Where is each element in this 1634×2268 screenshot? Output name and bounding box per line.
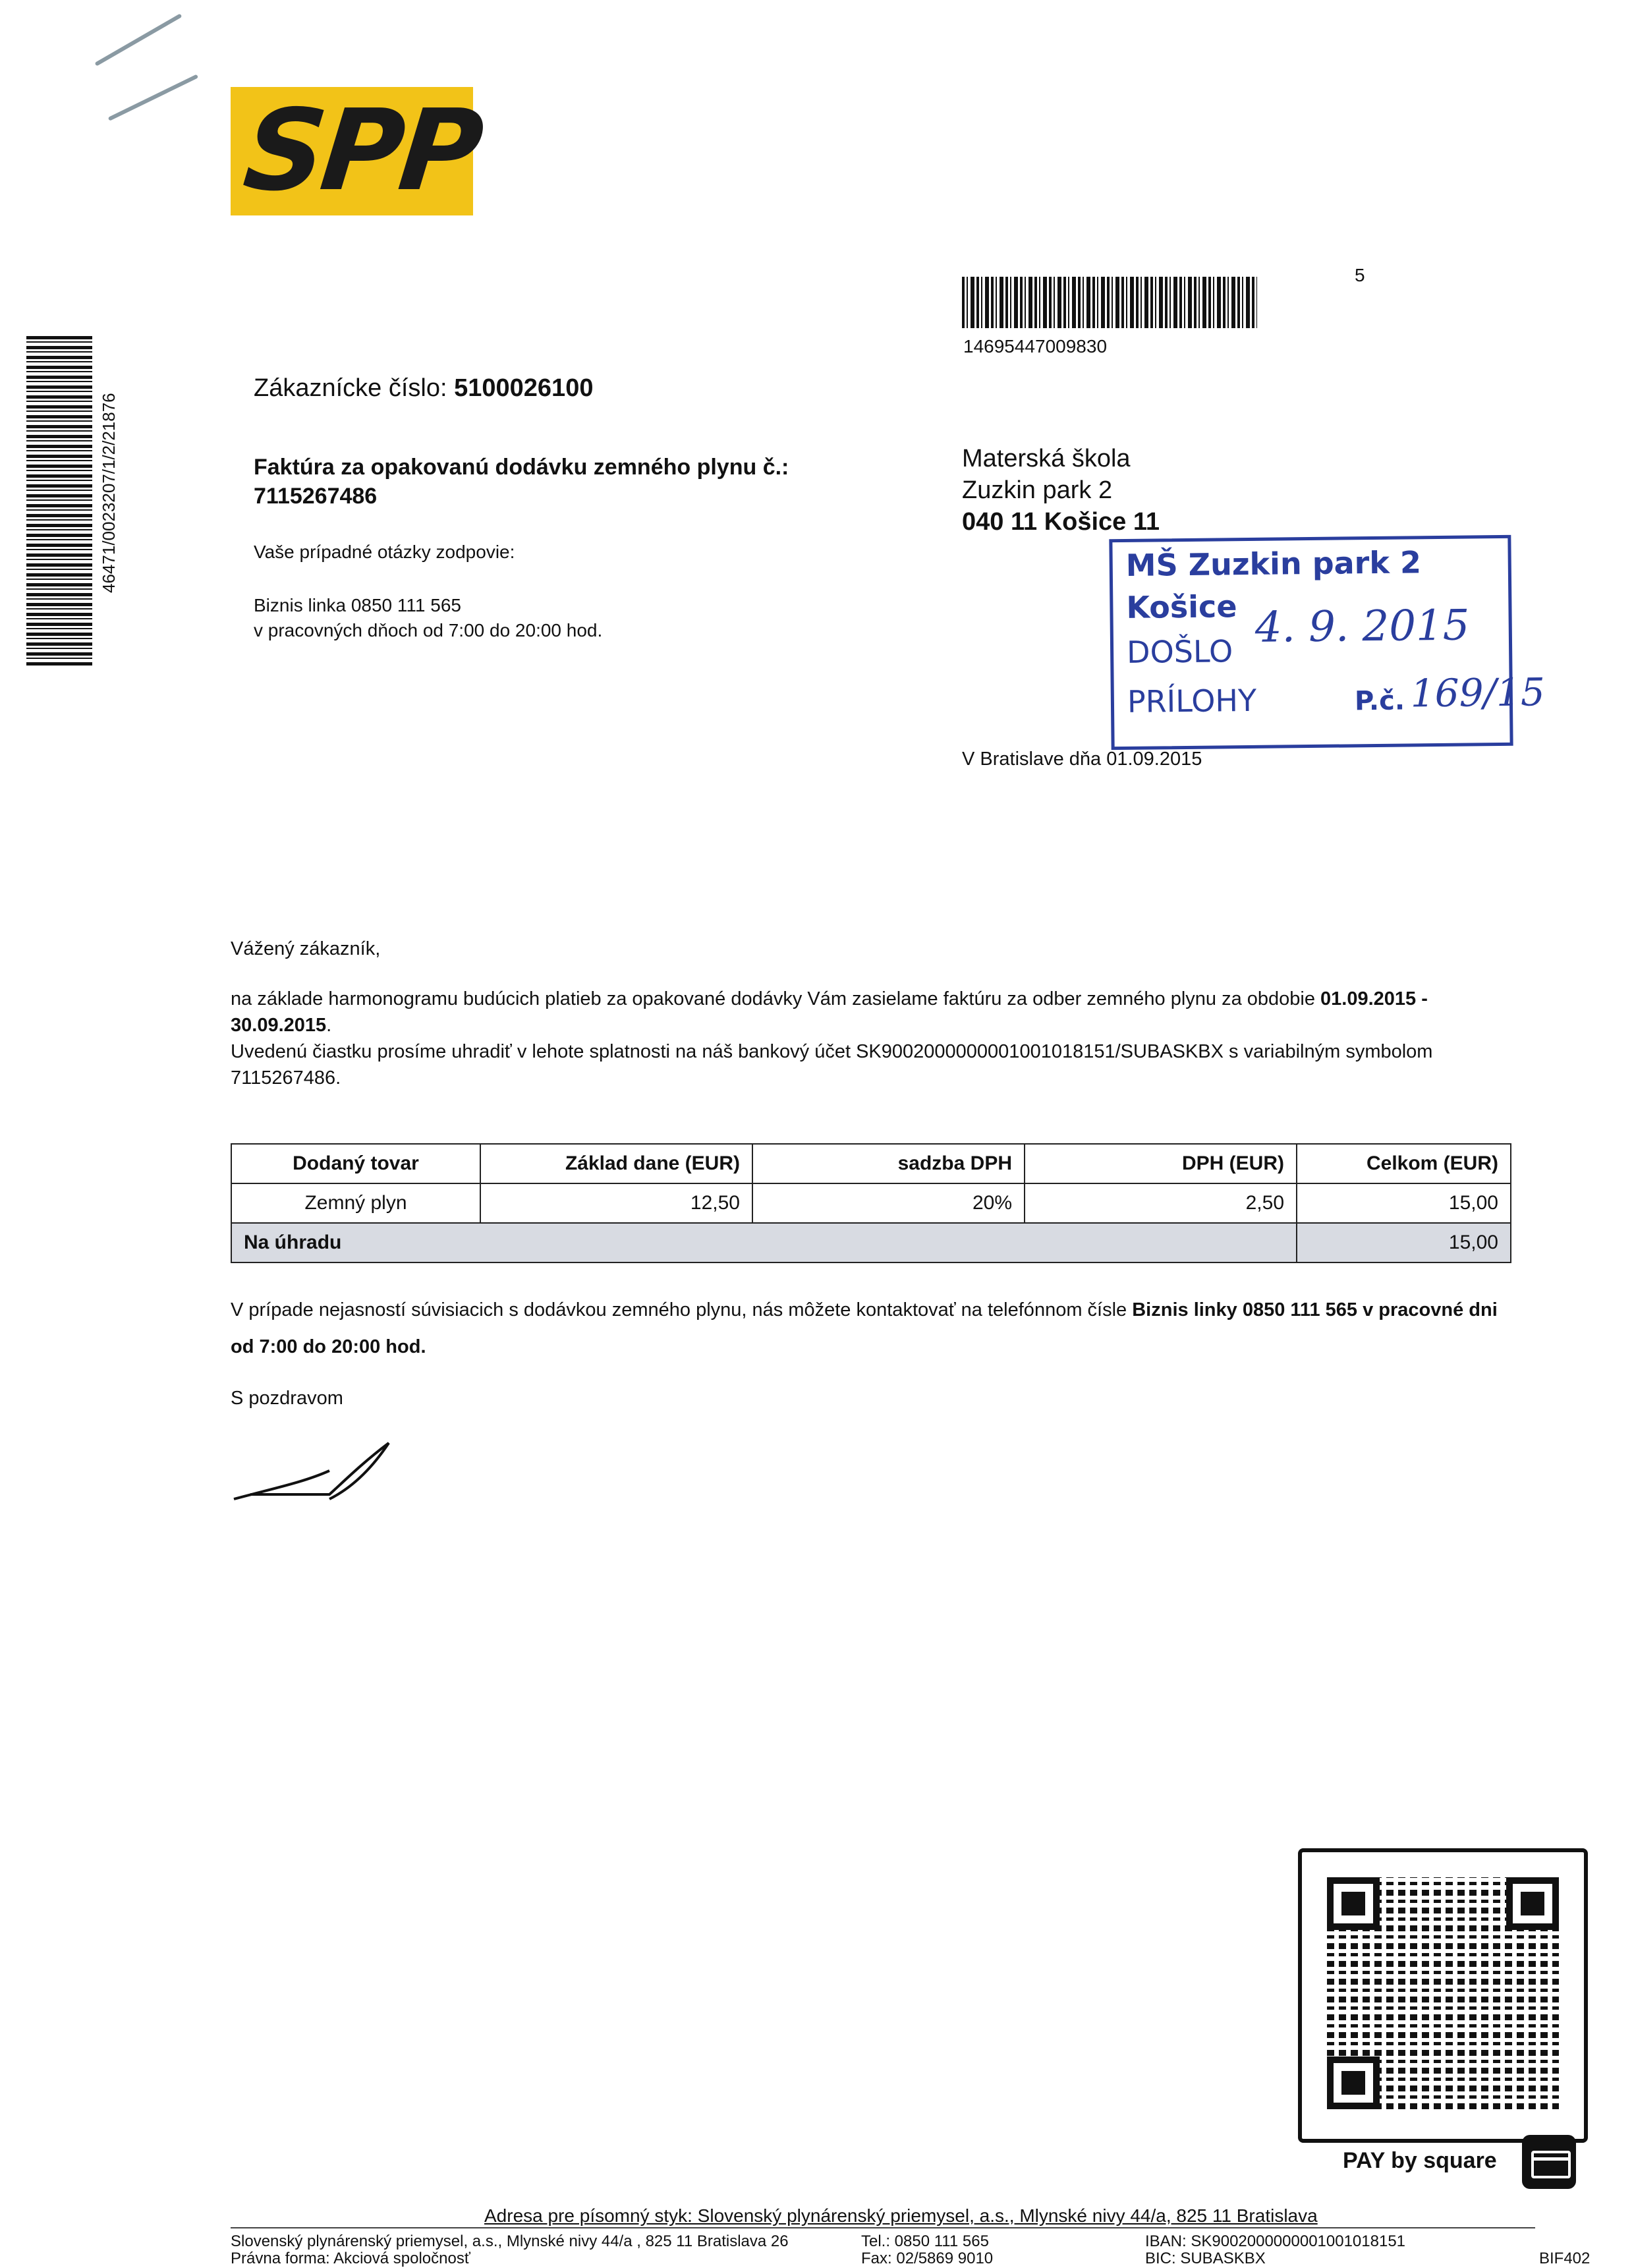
paragraph-1: na základe harmonogramu budúcich platieb za opakované dodávky Vám zasielame faktúru za odber zemného plynu za obdobie 01.09.2015 - 30.09.2015. Uvedenú čiastku prosíme uhradiť v lehote splatnosti na náš bankový účet SK9002000000001001018151/SUBASKBX s variabilným symbolom 7115267486.: [231, 988, 1433, 1089]
stamp-hand-date: 4. 9. 2015: [1254, 601, 1470, 652]
recipient-name: Materská škola: [962, 445, 1131, 472]
hotline-hours: v pracovných dňoch od 7:00 do 20:00 hod.: [254, 620, 603, 640]
spp-logo: [231, 86, 486, 216]
footer-tel: Tel.: 0850 111 565: [861, 2232, 989, 2250]
table-total-row: [231, 1223, 1511, 1262]
recipient-city: 040 11 Košice 11: [962, 508, 1160, 536]
qr-finder: [1327, 1877, 1380, 1930]
table-row: [231, 1183, 1511, 1223]
footer-iban: IBAN: SK9002000000001001018151: [1145, 2232, 1406, 2250]
side-code: 46471/0023207/1/2/21876: [99, 393, 119, 593]
invoice-number: 7115267486: [254, 484, 378, 509]
qr-code[interactable]: [1327, 1877, 1559, 2109]
stamp-hand-reg: 169/15: [1410, 669, 1546, 716]
table-header-row: [231, 1144, 1511, 1183]
paragraph-1-text: na základe harmonogramu budúcich platieb za opakované dodávky Vám zasielame faktúru za odber zemného plynu za obdobie: [231, 988, 1321, 1009]
side-barcode: [26, 336, 92, 666]
table-cell: 2,50: [1025, 1183, 1297, 1223]
footer-legal: Právna forma: Akciová spoločnosť: [231, 2250, 470, 2267]
salutation: Vážený zákazník,: [231, 938, 381, 959]
table-cell: 20%: [752, 1183, 1025, 1223]
col-header: Celkom (EUR): [1297, 1144, 1511, 1183]
pay-by-square-label: PAY by square: [1343, 2148, 1497, 2173]
customer-label: Zákaznícke číslo:: [254, 374, 447, 402]
barcode-number: 14695447009830: [963, 336, 1108, 356]
scan-mark: [108, 74, 198, 121]
table-cell: 15,00: [1297, 1183, 1511, 1223]
footer-fax: Fax: 02/5869 9010: [861, 2250, 994, 2267]
customer-number-line: [254, 374, 593, 403]
customer-number: 5100026100: [454, 374, 594, 402]
stamp-line2: Košice: [1126, 588, 1237, 625]
col-header: DPH (EUR): [1025, 1144, 1297, 1183]
stamp-line1: MŠ Zuzkin park 2: [1125, 544, 1422, 583]
recipient-street: Zuzkin park 2: [962, 476, 1113, 504]
footer-address: Adresa pre písomný styk: Slovenský plynárenský priemysel, a.s., Mlynské nivy 44/a, 825 11 Bratislava: [484, 2205, 1318, 2226]
stamp-line4: PRÍLOHY: [1127, 682, 1257, 720]
qr-finder: [1506, 1877, 1559, 1930]
footer-form-code: BIF402: [1539, 2250, 1591, 2267]
stamp-line3: DOŠLO: [1126, 633, 1233, 670]
invoice-table: [231, 1143, 1511, 1263]
col-header: Základ dane (EUR): [480, 1144, 752, 1183]
barcode: [962, 277, 1257, 328]
paragraph-2: [231, 1291, 1511, 1365]
footer-bic: BIC: SUBASKBX: [1145, 2250, 1266, 2267]
questions-label: Vaše prípadné otázky zodpovie:: [254, 542, 515, 562]
hotline: Biznis linka 0850 111 565: [254, 595, 461, 615]
invoice-title: Faktúra za opakovanú dodávku zemného plynu č.:: [254, 455, 789, 480]
signature: [231, 1436, 402, 1509]
place-date: V Bratislave dňa 01.09.2015: [962, 749, 1202, 770]
total-label: Na úhradu: [231, 1223, 1297, 1262]
stamp-reg-label: P.č.: [1354, 685, 1405, 717]
billing-period: 01.09.2015 - 30.09.2015: [231, 988, 1428, 1036]
card-icon: [1522, 2135, 1576, 2189]
pay-by-square-frame: [1298, 1848, 1588, 2143]
table-cell: 12,50: [480, 1183, 752, 1223]
paragraph-1-payment: Uvedenú čiastku prosíme uhradiť v lehote splatnosti na náš bankový účet SK9002000000001001018151/SUBASKBX s variabilným symbolom 7115267486.: [231, 1041, 1433, 1089]
paragraph-2-contact: Biznis linky 0850 111 565 v pracovné dni od 7:00 do 20:00 hod.: [231, 1299, 1498, 1357]
page-number: 5: [1355, 265, 1365, 285]
total-value: 15,00: [1297, 1223, 1511, 1262]
closing: S pozdravom: [231, 1388, 343, 1409]
col-header: sadzba DPH: [752, 1144, 1025, 1183]
footer-company: Slovenský plynárenský priemysel, a.s., Mlynské nivy 44/a , 825 11 Bratislava 26: [231, 2232, 789, 2250]
logo-text: SPP: [238, 86, 486, 216]
qr-finder: [1327, 2056, 1380, 2109]
col-header: Dodaný tovar: [231, 1144, 480, 1183]
paragraph-2-text: V prípade nejasností súvisiacich s dodávkou zemného plynu, nás môžete kontaktovať na telefónnom čísle: [231, 1299, 1133, 1320]
scan-mark: [95, 13, 183, 66]
footer-divider: [231, 2227, 1535, 2228]
received-stamp: [1109, 535, 1546, 750]
table-cell: Zemný plyn: [231, 1183, 480, 1223]
